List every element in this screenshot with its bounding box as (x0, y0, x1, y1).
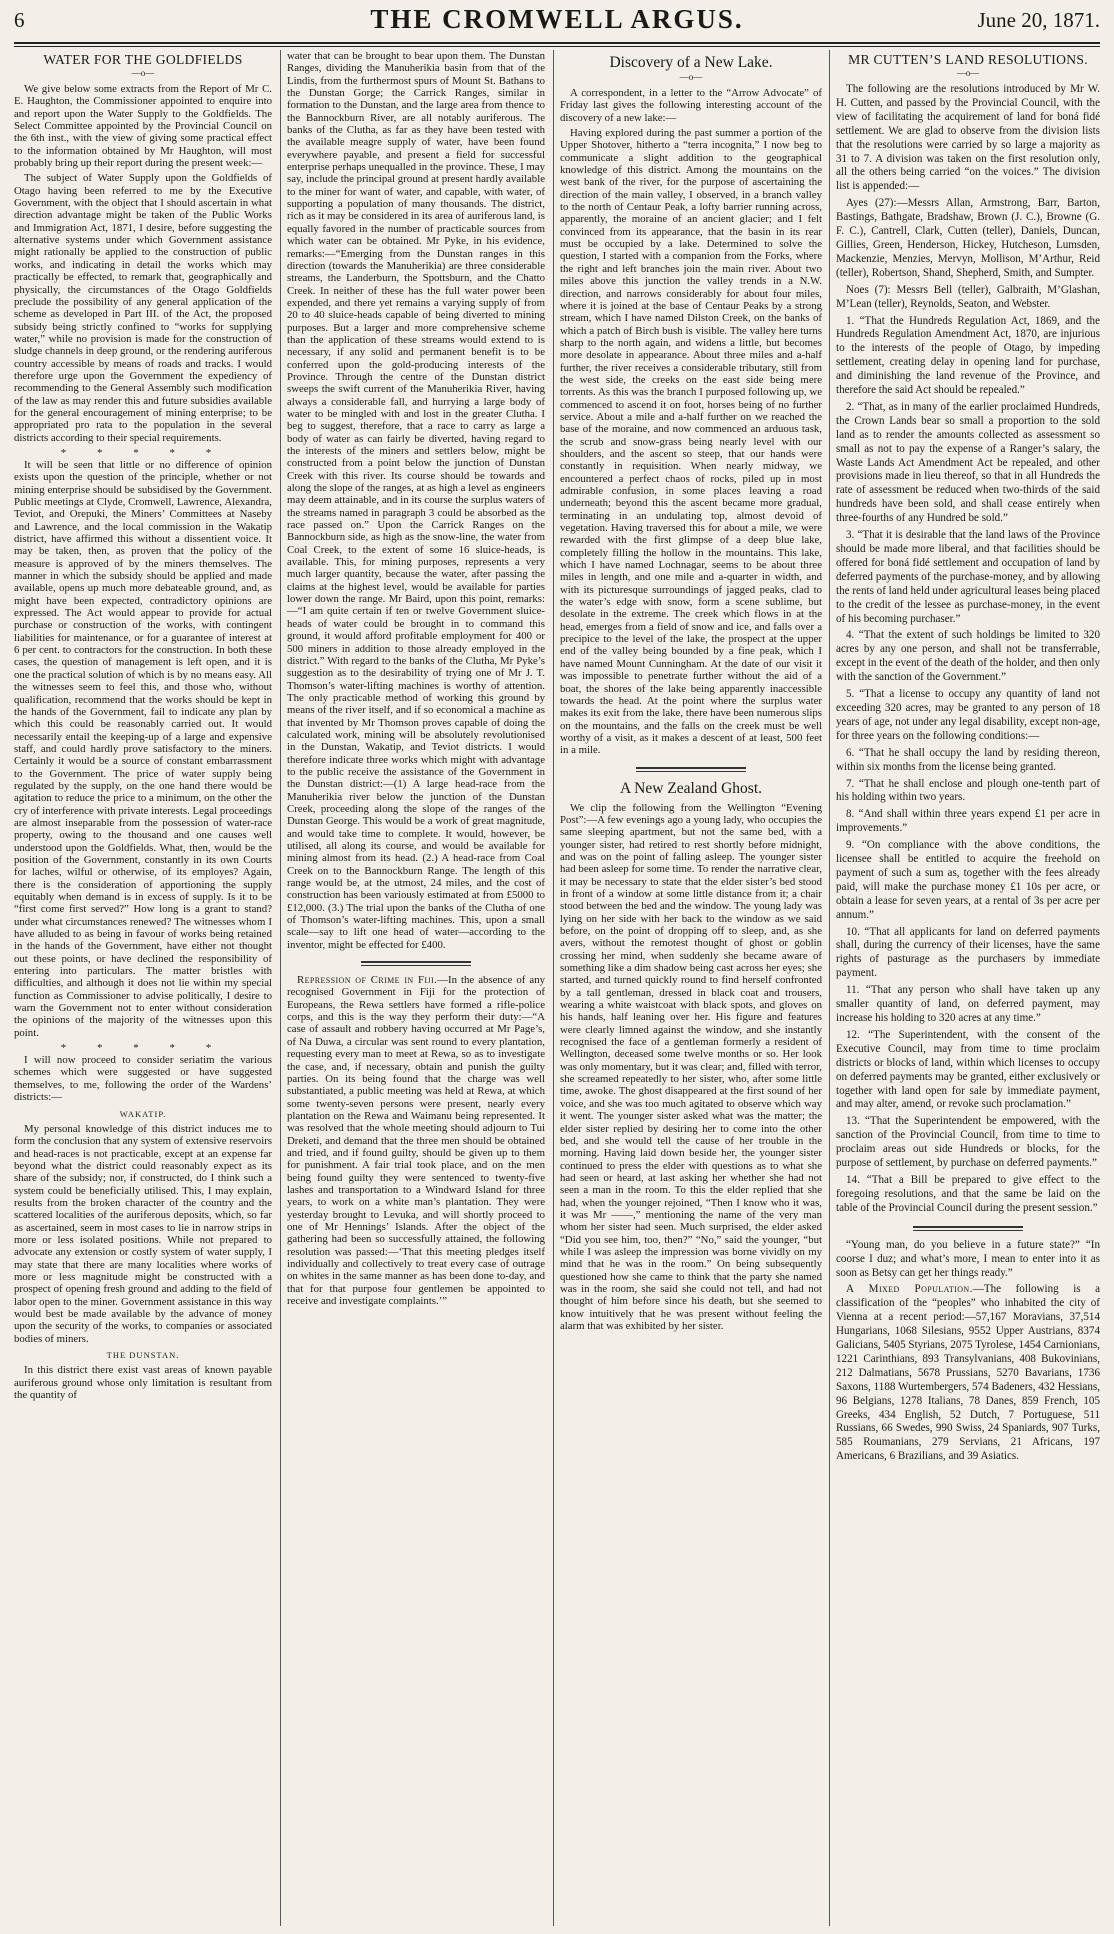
paragraph: I will now proceed to consider seriatim the various schemes which were suggested or have suggested themselves, to me, following the order of the Wardens’ districts:— (14, 1054, 272, 1104)
resolution: 1. “That the Hundreds Regulation Act, 1869, and the Hundreds Regulation Amendment Act, 1870, are injurious to the interests of the people of Otago, by impeding settlement, creating delay in opening land for purchase, and diminishing the land revenue of the Province, and therefore the said Act should be repealed.” (836, 314, 1100, 397)
division-ayes: Ayes (27):—Messrs Allan, Armstrong, Barr, Barton, Bastings, Bathgate, Bradshaw, Brown (J. C.), Browne (G. F. C.), Cantrell, Clark, Cutten (teller), Daniels, Duncan, Gillies, Green, Henderson, Hickey, Hutcheson, Lumsden, Mackenzie, Menzies, Mervyn, Mollison, M’Arthur, Reid (teller), Robertson, Shand, Shepherd, Smith, and Sumpter. (836, 197, 1100, 279)
section-stars: * * * * * (60, 1042, 226, 1055)
article-heading-ghost: A New Zealand Ghost. (619, 779, 763, 797)
paragraph: water that can be brought to bear upon them. The Dunstan Ranges, dividing the Manuherikia basin from that of the Lindis, from the furthermost spurs of Mount St. Bathans to the Dunstan Gorge; the Carrick Ranges, similar in formation to the Dunstan, and the large area from thence to the Bannockburn River, are all notably auriferous. The banks of the Clutha, as far as they have been tested with the available meagre supply of water, have been found everywhere payable, and present a field for successful enterprise perhaps unequalled in the province. These, I may say, include the principal ground at present hardly available to the miner for want of water, and capable, with water, of supporting a population of many thousands. The district, rich as it may be considered in its area of auriferous land, is equally favored in the number of practicable sources from which water can be obtained. Mr Pyke, in his evidence, remarks:—“Emerging from the Dunstan ranges in this direction (towards the Manuherikia) are three considerable streams, the Landerburn, the Spottsburn, and the Chatto Creek. In neither of these has the full water power been expended, and there yet remains a varying supply of from 20 to 40 sluice-heads capable of being diverted to mining purposes. But a larger and more comprehensive scheme than the application of these streams would extend to is necessary, if any solid and permanent benefit is to be conferred upon the gold-producing interests of the Province. Through the centre of the Dunstan district sweeps the swift current of the Manuherikia River, having always a considerable fall, and hurrying a large body of water to be mingled with and lost in the greater Clutha. I beg to suggest, therefore, that a race to carry as large a body of water as can fairly be diverted, having regard to the interests of the miners and settlers below, might be constructed from a point below the junction of Dunstan Creek with this river. Its course should be towards and along the slope of the ranges, at as high a level as engineers may deem attainable, and in its course the surplus waters of the streams named in paragraph 3 could be absorbed as the race passed on.” Upon the Carrick Ranges on the Bannockburn side, as high as the snow-line, the water from Coal Creek, to the extent of some 16 sluice-heads, is available. This, for mining purposes, represents a very much larger quantity, because the water, after passing the claims at the highest level, would be available for parties lower down the range. Mr Baird, upon this point, remarks:—“I am quite certain if ten or twelve Government sluice-heads of water could be brought in to command this ground, it would afford profitable employment for 400 or 500 miners in addition to those already employed in the district.” With regard to the banks of the Clutha, Mr Pyke’s suggestion as to the desirability of trying one of Mr J. T. Thomson’s water-lifting machines is worthy of attention. The only practicable method of working this ground by means of the river itself, and if so economical a machine as that invented by Mr Thomson proves capable of doing the calculated work, mining will be absolutely revolutionised in the Dunstan, Wakatip, and Teviot districts. I would therefore indicate three works which might with advantage to the public receive the assistance of the Government in the Dunstan district:—(1) A large head-race from the Manuherikia river below the junction of the Dunstan Creek, proceeding along the slope of the ranges of the Dunstan George. This would be a work of great magnitude, and would take time to complete. It would, however, be utilised, all along its course, and would be available for mining almost from its head. (2.) A head-race from Coal Creek on to the Bannockburn Range. The length of this range would be, at the utmost, 24 miles, and the cost of construction has been variously estimated at from £5000 to £12,000. (3.) The trial upon the banks of the Clutha of one of Thomson’s water-lifting machines. This, upon a small scale—say to lift one head of water—according to the inventor, might be effected for £400. (287, 50, 545, 951)
division-noes: Noes (7): Messrs Bell (teller), Galbraith, M’Glashan, M’Lean (teller), Reynolds, Seaton, and Webster. (836, 283, 1100, 310)
joke-paragraph: “Young man, do you believe in a future state?” “In coorse I duz; and what’s more, I mean to enter into it as soon as Betsy can get her things ready.” (836, 1238, 1100, 1279)
resolution: 5. “That a license to occupy any quantity of land not exceeding 320 acres, may be granted to any person of 18 years of age, not under any legal disability, except non-age, for three years on the following conditions:— (836, 688, 1100, 742)
masthead-rule (14, 42, 1100, 44)
column-2 (287, 50, 545, 1928)
masthead-rule-thin (14, 46, 1100, 47)
resolution: 7. “That he shall enclose and plough one-tenth part of his holding within two years. (836, 777, 1100, 804)
mixed-population-text: —The following is a classification of the “peoples” who inhabited the city of Vienna at a recent period:—57,167 Moravians, 37,514 Hungarians, 1068 Silesians, 9552 Upper Austrians, 8374 Galicians, 5405 Styrians, 2075 Tyrolese, 1454 Carnionians, 1221 Carinthians, 893 Transylvanians, 408 Bukovinians, 212 Dalmatians, 5678 Prussians, 5270 Bavarians, 1736 Saxons, 1188 Wurtembergers, 574 Badeners, 432 Hessians, 96 Belgians, 1278 Italians, 78 Danes, 859 French, 105 Greeks, 434 English, 52 Dutch, 7 Portuguese, 511 Russians, 66 Swedes, 990 Swiss, 24 Spaniards, 907 Turks, 585 Roumanians, 279 Servians, 21 Africans, 197 Americans, 6 Brazilians, and 39 Asiatics. (836, 1283, 1100, 1463)
section-stars: * * * * * (60, 446, 226, 459)
paragraph: The following are the resolutions introduced by Mr W. H. Cutten, and passed by the Provincial Council, with the view of facilitating the acquirement of land for boná fidé settlement. We are glad to observe from the division lists that the resolutions were carried by so large a majority as 31 to 7. A division was taken on the first resolution only, all the others being carried “on the voices.” The division list is appended:— (836, 83, 1100, 193)
article-heading-cutten: MR CUTTEN’S LAND RESOLUTIONS. (848, 52, 1088, 67)
page-number: 6 (14, 8, 25, 32)
heading-ornament: —o— (679, 72, 703, 82)
column-4 (836, 50, 1100, 1928)
mixed-population-heading: A Mixed Population. (846, 1283, 973, 1296)
subheading-wakatip: WAKATIP. (119, 1108, 167, 1119)
resolution: 8. “And shall within three years expend £1 per acre in improvements.” (836, 808, 1100, 835)
paragraph: We clip the following from the Wellington “Evening Post”:—A few evenings ago a young lady, who occupies the same sleeping apartment, but not the same bed, with a younger sister, had retired to rest shortly before midnight, and was on the point of falling asleep. The younger sister had been asleep for some time. To render the narrative clear, it may be necessary to state that the elder sister’s bed stood in front of a window at some little distance from it; a chair stood between the bed and the window. The young lady was lying on her side with her back to the window as we said before, on the point of dropping off to sleep, and, as she avers, without the remotest thought of ghost or goblin crossing her mind, when suddenly she became aware of something like a dim shadow being cast across her eyes; she started, and turned quickly round to find herself confronted by a tall gentleman, dressed in black coat and trousers, wearing a white waistcoat with black spots, and gloves on his hands, half leaning over her. His figure and features were clearly limned against the window, and she instantly recognised the face of a gentleman formerly a resident of Wellington, deceased some twelve months or so. Her look was only momentary, but it was clear; and, filled with terror, she screamed repeatedly to her sister, who, after some little time, awoke. The ghost disappeared at the first sound of her voice, and she was too much agitated to observe which way it went. The younger sister asked what was the matter; the elder sister replied by desiring her to come into the other bed, and she would tell the cause of her trouble in the morning. Having laid down beside her, the younger sister continued to press the elder with questions as to what she had seen or heard, at last asking her whether she had not seen a man in the room. To this the elder replied that she had, when the younger rejoined, “Then I know who it was, it was Mr ——,” mentioning the name of the very man whom her sister had seen. Much surprised, the elder asked “Did you see him, too, then?” “No,” said the younger, “but while I was asleep the impression was borne vividly on my mind that he was in the room.” On being subsequently questioned how she came to think that the party she named was in the room, she said she could not tell, and had not thought of him before since his death, but she seemed to know intuitively that he was present without feeling the alarm that was exhibited by her sister. (560, 801, 822, 1332)
resolution: 3. “That it is desirable that the land laws of the Province should be made more liberal, and that facilities should be offered for boná fidé settlement and occupation of land by deferred payments of the purchase-money, and by allowing the rents of land held under agricultural leases being placed to the credit of the lessee as purchase-money, in the event of his becoming purchaser.” (836, 529, 1100, 625)
column-divider (829, 50, 830, 1926)
column-divider (553, 50, 554, 1926)
fiji-heading: Repression of Crime in Fiji. (297, 974, 438, 987)
paragraph: My personal knowledge of this district induces me to form the conclusion that any system of extensive reservoirs and head-races is not practicable, except at an expense far beyond what the district could reasonably expect as its share of the subsidy; nor, if constructed, do I think such a system could be beneficially utilised. This, I may explain, results from the broken character of the country and the scattered localities of the auriferous deposits, which, so far as ascertained, seem in most cases to lie in narrow strips in more or less isolated positions. While not prepared to advocate any extension or costly system of water supply, I may state that there are many localities where works of more or less magnitude might be constructed with a prospect of opening fresh ground and adding to the field of labor open to the miner. Government assistance in this way would best be made available by the advance of money upon the security of the works, to companies or associated bodies of miners. (14, 1122, 272, 1345)
resolution: 9. “On compliance with the above conditions, the licensee shall be entitled to acquire the freehold on payment of such a sum as, together with the fees already paid, will make the purchase money £1 10s per acre, or obtain a lease for seven years, at a rental of 3s per acre per annum.” (836, 839, 1100, 921)
paragraph-mixed-population (836, 1283, 1100, 1464)
paragraph: We give below some extracts from the Report of Mr C. E. Haughton, the Commissioner appointed to enquire into and report upon the Water Supply to the Goldfields. The Select Committee appointed by the Provincial Council on the 6th inst., with the view of giving some practical effect to the information obtained by Mr Haughton, will most probably bring up their report during the present week:— (14, 83, 272, 170)
column-1 (14, 50, 272, 1928)
paragraph: It will be seen that little or no difference of opinion exists upon the question of the principle, whether or not mining enterprise should be subsidised by the Government. Public meetings at Clyde, Cromwell, Lawrence, Alexandra, Teviot, and Orepuki, the Miners’ Committees at Naseby and Lawrence, and the local commission in the Wakatip district, have affirmed this without a dissentient voice. It may be taken, then, as proven that the policy of the measure is approved of by the miners themselves. The manner in which the subsidy should be applied and made available, opens up much more debateable ground, and, as might have been expected, contradictory opinions are expressed. The Act would appear to provide for actual purchase or construction of the works, with contingent liabilities for maintenance, or for a guarantee of interest at 6 per cent. to contractors for the construction. In both these cases, the question of management is left open, and it is one the practical solution of which is by no means easy. All the witnesses seem to feel this, and those who, without qualification, recommend that the works should be kept in the hands of the Government, fail to indicate any plan by which this could be reasonably carried out. It would necessarily entail the keeping-up of a large and expensive staff, and could hardly prove satisfactory to the miners. Certainly it would be a source of constant embarrassment to the Government. The price of water supply being regulated by the supply, on the one hand there would be agitation to reduce the price to a minimum, on the other the cry of interference with private interests. Legal proceedings are almost inseparable from the possession of water-race property, owing to the thousand and one causes well understood upon the Goldfields. What, then, would be the position of the Government, constantly in its own Courts for laches, wilful or otherwise, of its employes? Again, there is the consideration of apportioning the supply equitably when demand is in excess of supply. Is it to be “first come first served?” How long is a grant to stand? under what circumstances renewed? The witnesses whom I have alluded to as being in favour of works being retained in the hands of the Government, have either not thought out these points, or have declined the responsibility of entering into particulars. The matter bristles with difficulties, and although it does not lie within my special function as Commissioner to advise politically, I desire to warn the Government not to enter without consideration the opinions of the majority of the witnesses upon this point. (14, 458, 272, 1039)
heading-ornament: —o— (956, 68, 980, 78)
resolution: 10. “That all applicants for land on deferred payments shall, during the currency of their licenses, have the same rights of pasturage as the purchasers by immediate payment. (836, 925, 1100, 980)
resolution: 14. “That a Bill be prepared to give effect to the foregoing resolutions, and that the same be laid on the table of the Provincial Council during the present session.” (836, 1173, 1100, 1214)
article-heading-lake: Discovery of a New Lake. (609, 54, 773, 71)
resolution: 4. “That the extent of such holdings be limited to 320 acres by any one person, and shall not be transferrable, except in the event of the death of the holder, and then only with the sanction of the Government.” (836, 629, 1100, 684)
subheading-dunstan: THE DUNSTAN. (106, 1350, 180, 1361)
paragraph: In this district there exist vast areas of known payable auriferous ground whose only limitation is resultant from the quantity of (14, 1364, 272, 1402)
fiji-text: —In the absence of any recognised Government in Fiji for the protection of Europeans, the Rewa settlers have formed a rifle-police corps, and this is the way they perform their duty:—“A case of assault and robbery having occurred at Mr Page’s, of Na Duwa, a circular was sent round to every plantation, requesting every man to meet at Rewa, so as to investigate the case, and, if necessary, obtain and punish the guilty parties. On its being found that the charge was well substantiated, a public meeting was held at Rewa, at which some twenty-seven persons were present, nearly every plantation on the Rewa and Waimanu being represented. It was resolved that the whole meeting should adjourn to Tui Dreketi, and demand that the three men should be obtained and tried, and if found guilty, should be given up to them for punishment. A fair trial took place, and on the men being found guilty they were sentenced to twenty-five lashes and transportation to a Windward Island for three years, to work on a white man’s plantation. They were yesterday brought to Levuka, and will shortly proceed to one of Mr Hennings’ Islands. After the object of the gathering had been so successfully attained, the following resolution was passed:—‘That this meeting pledges itself individually and collectively to treat every case of outrage on whites in the same manner as has been done to-day, and that for that purpose four gentlemen be appointed to receive and investigate complaints.’” (287, 974, 545, 1308)
article-separator (361, 961, 471, 966)
masthead (14, 4, 1100, 46)
paragraph: A correspondent, in a letter to the “Arrow Advocate” of Friday last gives the following interesting account of the discovery of a new lake:— (560, 87, 822, 124)
article-heading-water: WATER FOR THE GOLDFIELDS (43, 52, 243, 67)
paragraph: The subject of Water Supply upon the Goldfields of Otago having been referred to me by the Executive Government, with the object that I should ascertain in what direction advantage might be taken of the Public Works and Immigration Act, 1871, I desire, before suggesting the alternative systems under which Government assistance might rationally be applied to the construction of public works, and indicating in detail the works which may practically be effected, to remark that, geographically and physically, the circumstances of the Otago Goldfields preclude the possibility of any general application of the scheme as developed in Part III. of the Act, the proposed subsidy being strictly confined to “works for supplying water,” while no provision is made for the construction of sludge channels in deep ground, or the rendering auriferous country accessible by means of roads and tracks. I would therefore urge upon the Government the expediency of recommending to the General Assembly such modification of the law as may render this and future subsidies available for the general encouragement of mining enterprise; to be appropriated pro rata to the population in the several districts according to their special requirements. (14, 172, 272, 444)
heading-ornament: —o— (131, 68, 155, 78)
column-divider (280, 50, 281, 1926)
resolution: 11. “That any person who shall have taken up any smaller quantity of land, on deferred payment, may increase his holding to 320 acres at any time.” (836, 984, 1100, 1024)
newspaper-title: THE CROMWELL ARGUS. (370, 4, 744, 34)
resolution: 6. “That he shall occupy the land by residing thereon, within six months from the license being granted. (836, 746, 1100, 773)
issue-date: June 20, 1871. (977, 8, 1100, 32)
article-separator (636, 767, 746, 772)
resolution: 13. “That the Superintendent be empowered, with the sanction of the Provincial Council, from time to time to proclaim areas out side Hundreds or blocks, for the purpose of settlement, by purchase on deferred payments.” (836, 1115, 1100, 1170)
article-separator (913, 1226, 1023, 1231)
column-3 (560, 50, 822, 1928)
resolution: 2. “That, as in many of the earlier proclaimed Hundreds, the Crown Lands bear so small a proportion to the sold land as to render the amounts collected as assessment so small as not to pay the expense of a Ranger’s salary, the Waste Lands Act Amendment Act be repealed, and other provisions made in lieu thereof, so that in all Hundreds the rate of assessment be reduced when two-thirds of the said hundreds have been sold, and shall cease entirely when three-fourths of any Hundred be sold.” (836, 400, 1100, 525)
paragraph-fiji (287, 974, 545, 1307)
paragraph: Having explored during the past summer a portion of the Upper Shotover, hitherto a “terra incognita,” I now beg to communicate a slight addition to the geographical knowledge of this district. Among the mountains on the west bank of the river, for the purpose of ascertaining the direction of the main valley, I observed, in a branch valley to the north of Centaur Peak, a lofty barrier running across, apparently, the moraine of an ancient glacier; and I felt convinced from its appearance, that the basin in its rear must be occupied by a lake. Determined to solve the question, I started with a companion from the Forks, where the right and left branches join the main river. About two miles above this junction the valley trends in a N.W. direction, and narrows considerably for about four miles, where it is joined at the base of Centaur Peaks by a strong stream, which I have named Dilston Creek, on the banks of which a patch of Birch bush is visible. The valley here turns sharp to the north again, and widens a little, but becomes more desolate in appearance. About three miles and a-half further, the river receives a considerable tributary, still from the west side, the creeks on the east side being mere torrents. As this was the branch I purposed following up, we commenced to ascend it on foot, horses being of no further service. About a mile and a-half further on we reached the base of the moraine, and now commenced an arduous task, the scrub and snow-grass being nearly level with our shoulders, and the ascent so steep, that our hands were constantly in requisition. When nearly midway, we encountered a perfect chaos of rocks, piled up in most admirable confusion, in some places leaving a road underneath; beyond this the ascent became more gradual, terminating in an undulating top, almost devoid of vegetation. Having traversed this for about a mile, we were rewarded with the first glimpse of a deep blue lake, completely filling the hollow in the mountains. This lake, which I have named Lochnagar, seems to be about three miles in length, and one mile and a-quarter in width, and with its picturesque surroundings of jagged peaks, clad to the water’s edge with snow, form a scene sublime, but desolate in the extreme. The creek which flows in at the head, emerges from a field of snow and ice, and falls over a precipice to the level of the lake, the prospect at the upper end of the valley being bounded by a fine peak, which I have named Mount Cunningham. At the date of our visit it was impossible to penetrate further without the aid of a boat, the shores of the lake being apparently inaccessible towards the head. At the point where the surplus water makes its exit from the lake, there have been numerous slips on the mountains, and the falls on the creek must be well worthy of a visit, as it makes a descent of at least, 500 feet in a mile. (560, 127, 822, 757)
resolution: 12. “The Superintendent, with the consent of the Executive Council, may from time to time proclaim districts or blocks of land, within which licenses to occupy on deferred payments may be granted, either exclusively or together with land open for sale by immediate payment, and may alter, amend, or revoke such proclamation.” (836, 1028, 1100, 1111)
